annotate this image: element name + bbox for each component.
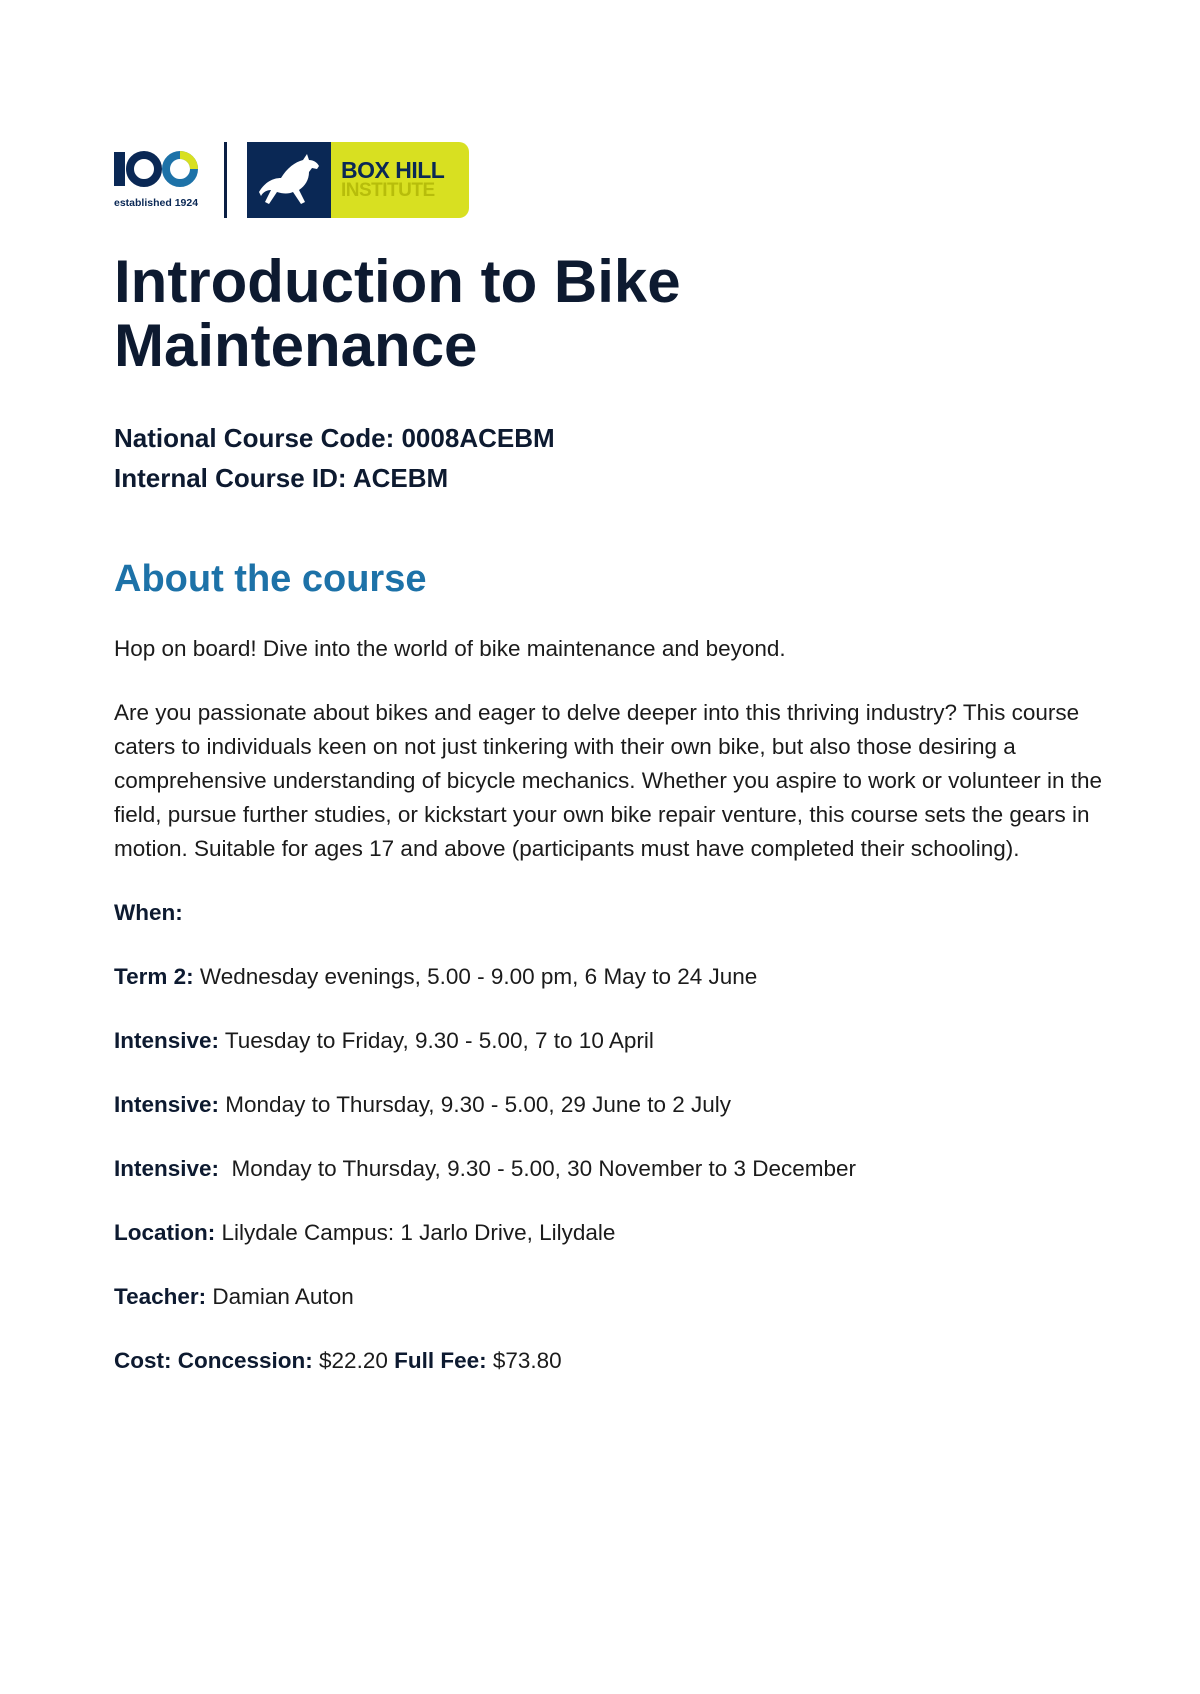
- intro-text: Hop on board! Dive into the world of bike maintenance and beyond.: [114, 636, 786, 661]
- page-title: Introduction to Bike Maintenance: [114, 248, 681, 379]
- cost: Cost: Concession: $22.20 Full Fee: $73.80: [114, 1348, 562, 1373]
- centenary-logo: [114, 142, 210, 218]
- centenary-caption: established 1924: [114, 197, 199, 209]
- location: Location: Lilydale Campus: 1 Jarlo Drive, Lilydale: [114, 1220, 616, 1245]
- session-intensive-april: Intensive: Tuesday to Friday, 9.30 - 5.00, 7 to 10 April: [114, 1028, 654, 1053]
- course-flyer: [114, 140, 1104, 1408]
- schedule: [114, 896, 1104, 1378]
- section-heading: About the course: [114, 558, 427, 600]
- national-course-code: National Course Code: 0008ACEBM: [114, 423, 555, 453]
- box-hill-institute-logo: [247, 142, 469, 218]
- session-intensive-june: Intensive: Monday to Thursday, 9.30 - 5.00, 29 June to 2 July: [114, 1092, 732, 1117]
- logo-row: [114, 140, 1104, 220]
- when-label: When:: [114, 900, 183, 925]
- institute-line1: BOX HILL: [341, 157, 445, 183]
- institute-line2: INSTITUTE: [341, 180, 435, 201]
- session-intensive-november: Intensive: Monday to Thursday, 9.30 - 5.00, 30 November to 3 December: [114, 1156, 857, 1181]
- internal-course-id: Internal Course ID: ACEBM: [114, 463, 449, 493]
- session-term2: Term 2: Wednesday evenings, 5.00 - 9.00 pm, 6 May to 24 June: [114, 964, 758, 989]
- description-text: Are you passionate about bikes and eager to delve deeper into this thriving industry? This course caters to individuals keen on not just tinkering with their own bike, but also those desiring a comprehensive understanding of bicycle mechanics. Whether you aspire to work or volunteer in the field, pursue further studies, or kickstart your own bike repair venture, this course sets the gears in motion. Suitable for ages 17 and above (participants must have completed their schooling).: [114, 700, 1103, 861]
- course-codes: [114, 418, 1104, 498]
- horse-icon: [247, 142, 331, 218]
- institute-wordmark: [331, 142, 469, 218]
- teacher: Teacher: Damian Auton: [114, 1284, 354, 1309]
- logo-divider: [224, 142, 227, 218]
